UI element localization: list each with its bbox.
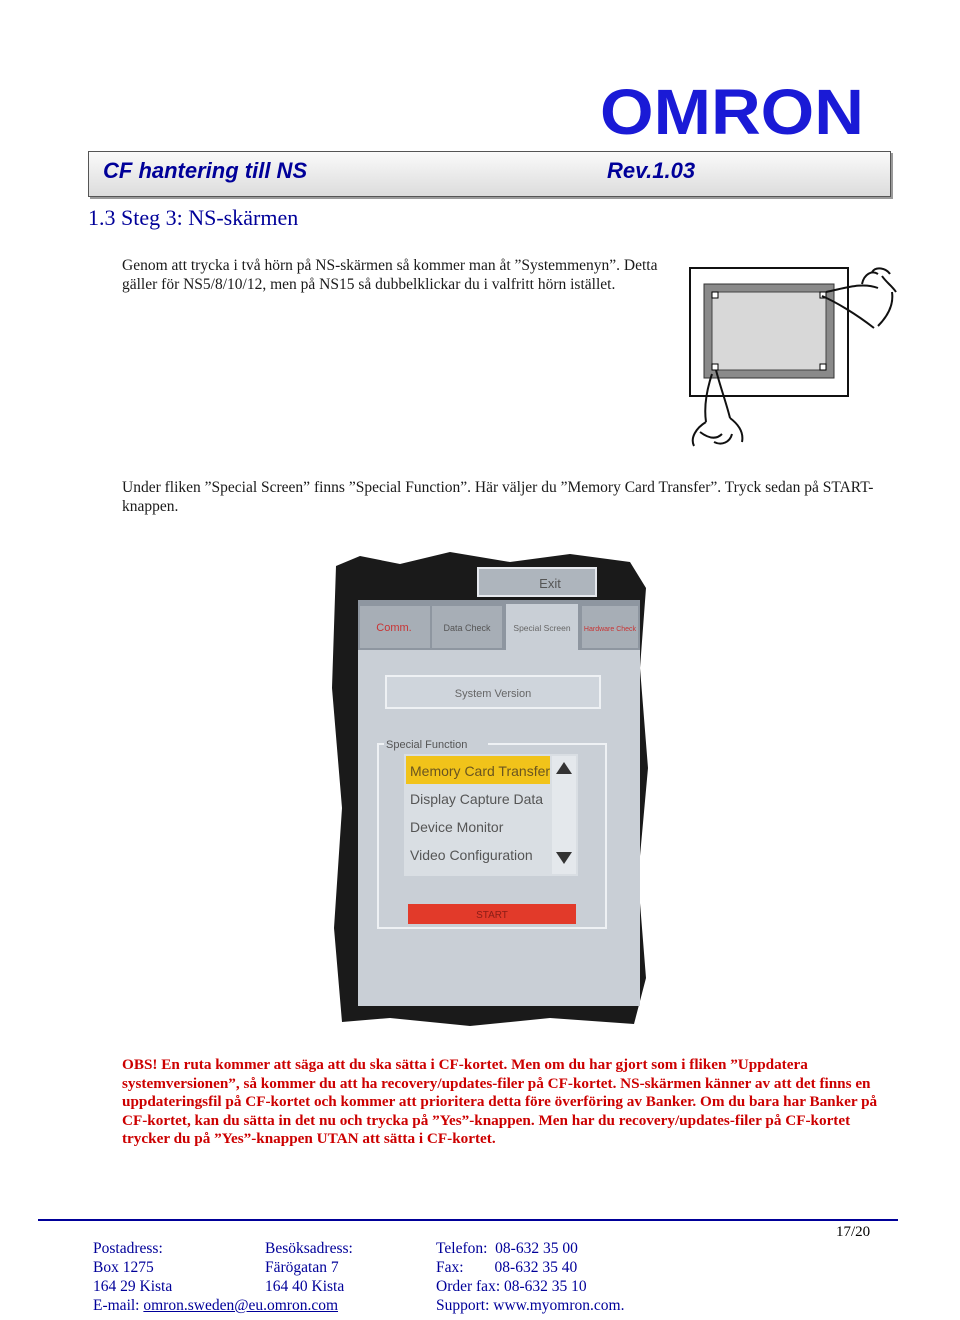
visiting-address-line2: 164 40 Kista — [265, 1278, 345, 1295]
document-title: CF hantering till NS — [103, 158, 308, 183]
fax-line: Fax: 08-632 35 40 — [436, 1259, 578, 1276]
tab-hardware-check-label: Hardware Check — [583, 626, 637, 633]
system-version-label: System Version — [454, 688, 532, 700]
postal-address-line1: Box 1275 — [93, 1259, 154, 1276]
ns-screen — [712, 292, 826, 370]
list-item: Memory Card Transfer — [410, 763, 551, 779]
header-bar — [88, 151, 891, 197]
corner-marker-bottom-left — [712, 364, 718, 370]
order-fax-line: Order fax: 08-632 35 10 — [436, 1278, 587, 1295]
two-corner-touch-illustration — [686, 262, 906, 452]
start-button-label: START — [476, 910, 508, 921]
document-revision: Rev.1.03 — [607, 158, 696, 183]
obs-note: OBS! En ruta kommer att säga att du ska sätta i CF-kortet. Men om du har gjort som i fliken ”Uppdatera systemversionen”, så kommer du att ha recovery/updates-filer på CF-kortet. NS-skärmen känner av att det finns en uppdateringsfil på CF-kortet och kommer att prioritera detta före överföring av Banker. Om du bara har Banker på CF-kortet, kan du sätta in det nu och trycka på ”Yes”-knappen. Men har du recovery/updates-filer på CF-kortet trycker du på ”Yes”-knappen UTAN att sätta i CF-kortet. — [122, 1056, 878, 1147]
omron-logo — [600, 84, 864, 138]
support-label: Support: — [436, 1297, 490, 1314]
email-link[interactable]: omron.sweden@eu.omron.com — [143, 1297, 339, 1314]
corner-marker-bottom-right — [820, 364, 826, 370]
visiting-address-label: Besöksadress: — [265, 1240, 353, 1257]
special-function-group-label: Special Function — [386, 739, 468, 751]
email-label: E-mail: — [93, 1297, 140, 1314]
postal-address-line2: 164 29 Kista — [93, 1278, 173, 1295]
phone-line: Telefon: 08-632 35 00 — [436, 1240, 578, 1257]
exit-button — [478, 568, 596, 596]
logo-text: OMRON — [600, 84, 864, 138]
list-item: Display Capture Data — [410, 791, 544, 807]
tab-data-check-label: Data Check — [443, 623, 491, 633]
tab-comm-label: Comm. — [376, 622, 412, 634]
tab-special-screen-label: Special Screen — [513, 623, 571, 633]
page-number: 17/20 — [836, 1224, 871, 1240]
footer-divider — [38, 1219, 898, 1221]
instructions-paragraph: Under fliken ”Special Screen” finns ”Special Function”. Här väljer du ”Memory Card Transfer”. Tryck sedan på START- knappen. — [122, 479, 874, 515]
section-heading: 1.3 Steg 3: NS-skärmen — [88, 205, 299, 230]
list-item: Video Configuration — [410, 847, 533, 863]
visiting-address-line1: Färögatan 7 — [265, 1259, 339, 1276]
ns-special-screen-photo — [330, 548, 650, 1030]
list-item: Device Monitor — [410, 819, 504, 835]
support-line — [436, 1297, 624, 1315]
postal-address-label: Postadress: — [93, 1240, 163, 1257]
email-line — [93, 1297, 338, 1315]
corner-marker-top-left — [712, 292, 718, 298]
exit-button-label: Exit — [539, 576, 561, 591]
intro-paragraph: Genom att trycka i två hörn på NS-skärmen så kommer man åt ”Systemmenyn”. Detta gäller för NS5/8/10/12, men på NS15 så dubbelklickar du i valfritt hörn istället. — [122, 257, 658, 293]
support-link[interactable]: www.myomron.com. — [493, 1297, 625, 1314]
